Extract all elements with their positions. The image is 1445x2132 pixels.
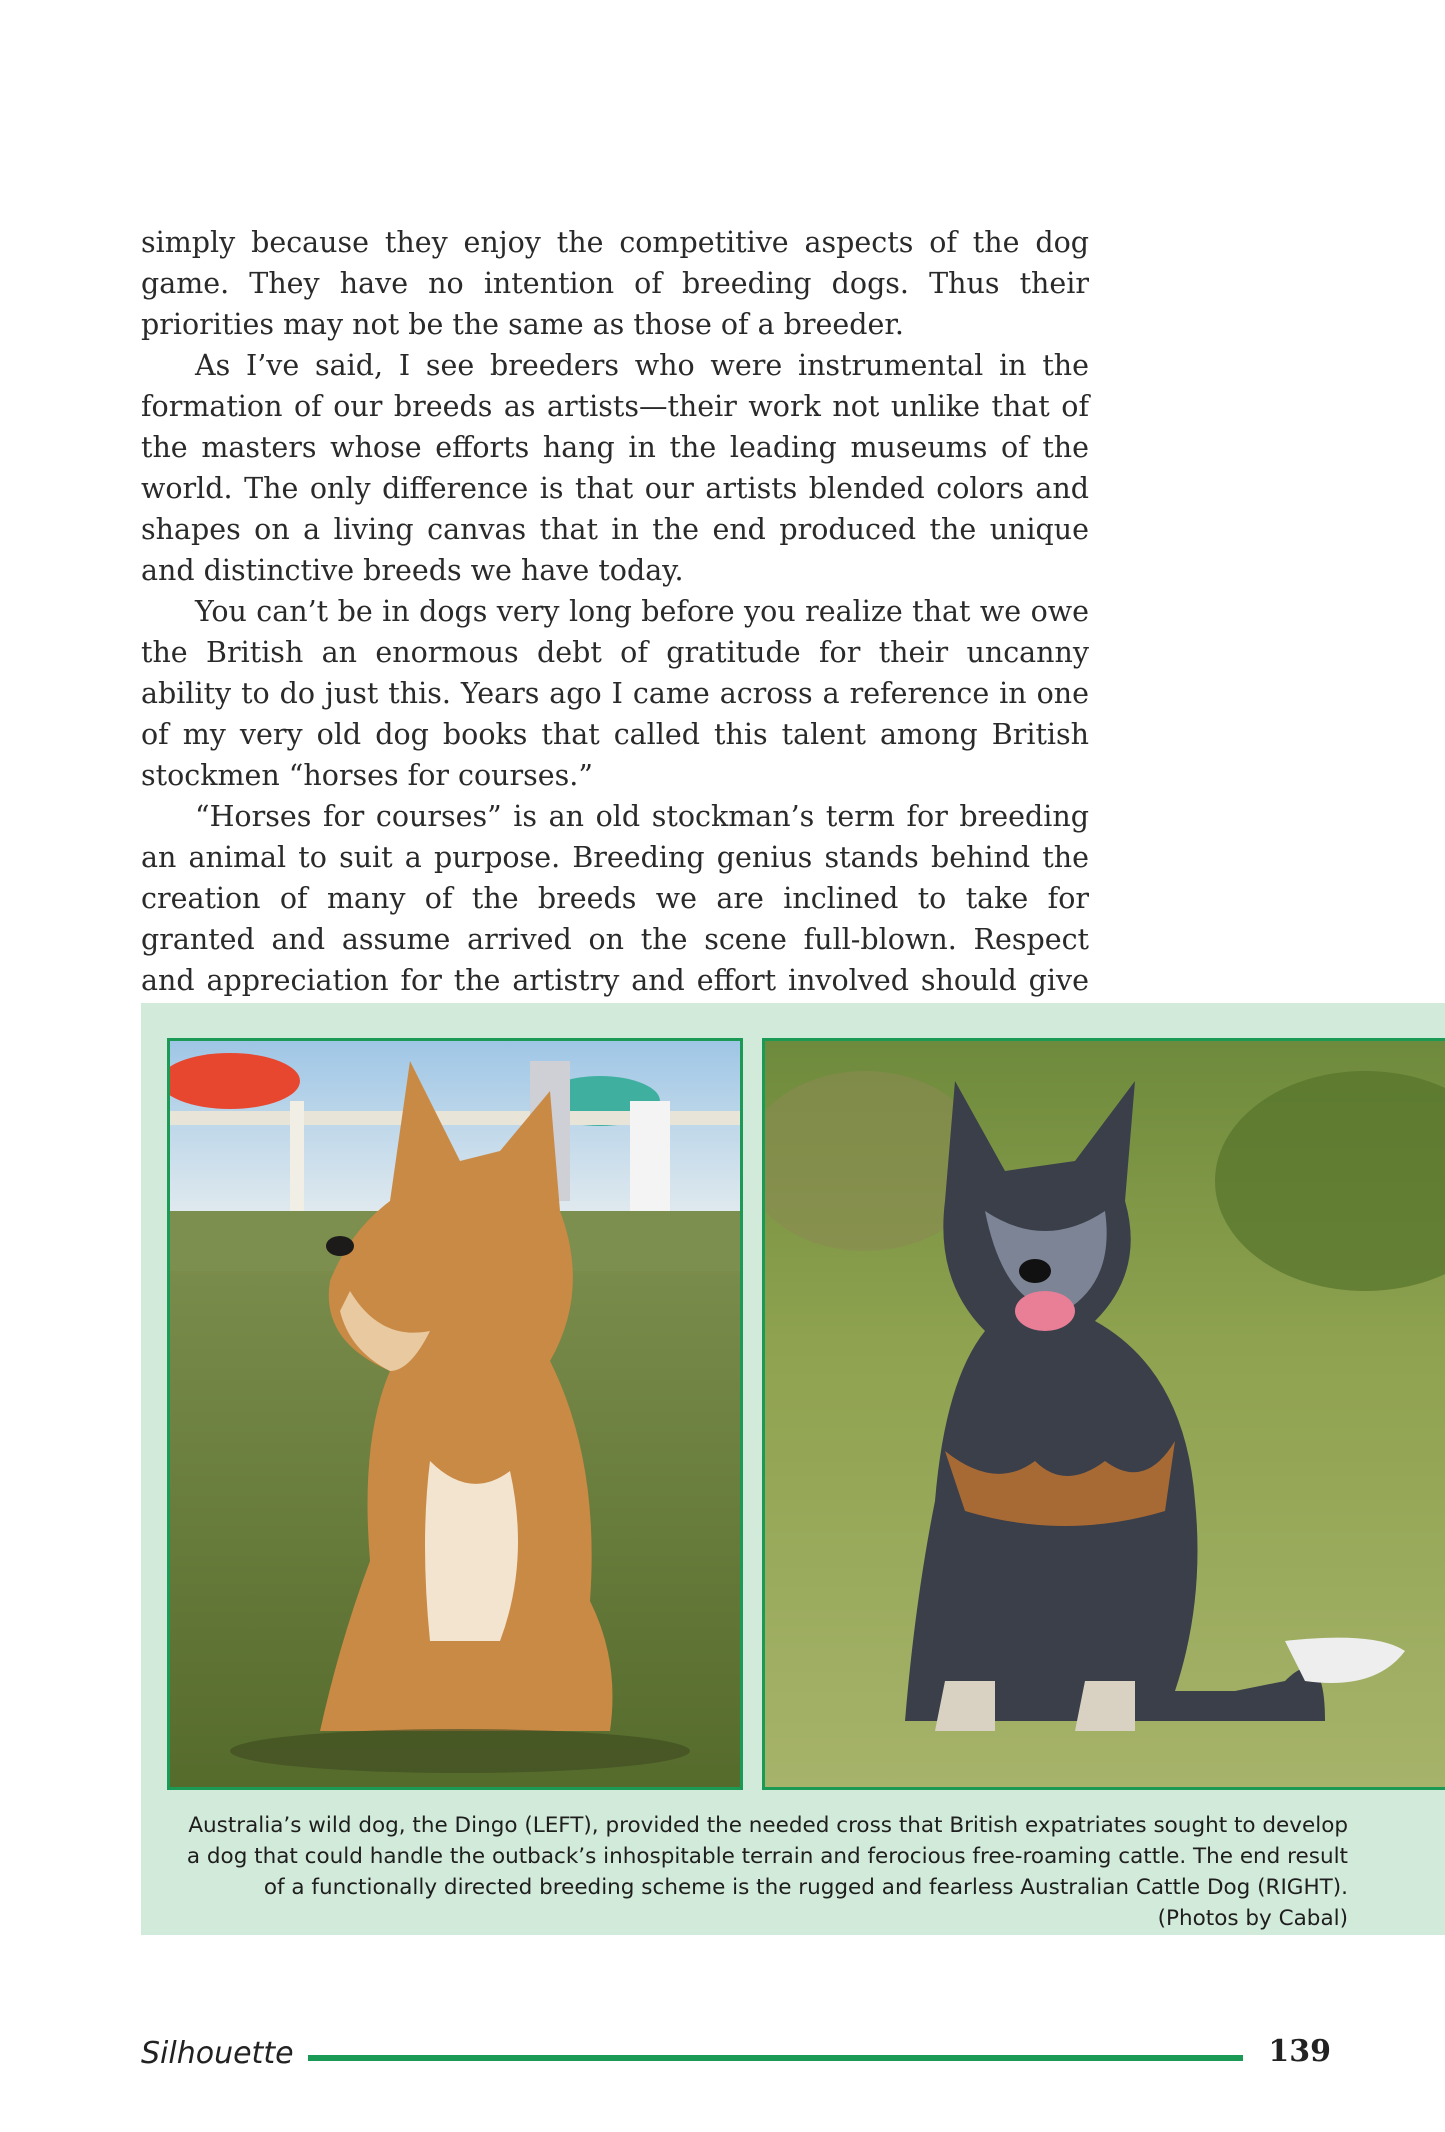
paragraph: As I’ve said, I see breeders who were instrumental in the formation of our breeds as artists—their work not unlike that of the masters whose efforts hang in the leading museums of the world. The only difference is that our artists blended colors and shapes on a living canvas that in the end produced the unique and distinctive breeds we have today. bbox=[141, 349, 1089, 587]
running-title: Silhouette bbox=[141, 2036, 294, 2071]
footer-rule bbox=[308, 2055, 1243, 2061]
dingo-photo bbox=[167, 1038, 743, 1790]
figure-panel bbox=[141, 1003, 1445, 1935]
body-text bbox=[141, 222, 1089, 1083]
paragraph: simply because they enjoy the competitive aspects of the dog game. They have no intention of breeding dogs. Thus their priorities may not be the same as those of a breeder. bbox=[141, 226, 1089, 341]
page-number: 139 bbox=[1268, 2034, 1331, 2069]
page-footer bbox=[141, 2036, 1331, 2076]
paragraph: “Horses for courses” is an old stockman’s term for breeding an animal to suit a purpose. Breeding genius stands behind the creation of many of the breeds we are inclined to take for granted and assume arrived on the scene full-blown. Respect and appreciation for the artistry and effort involved should give bbox=[141, 800, 1089, 997]
cattle-dog-photo bbox=[762, 1038, 1445, 1790]
paragraph: You can’t be in dogs very long before you realize that we owe the British an enormous debt of gratitude for their uncanny ability to do just this. Years ago I came across a reference in one of my very old dog books that called this talent among British stockmen “horses for courses.” bbox=[141, 595, 1089, 792]
figure-caption: Australia’s wild dog, the Dingo (LEFT), provided the needed cross that British expatriates sought to develop a dog that could handle the outback’s inhospitable terrain and ferocious free-roaming cattle. The end result of a functionally directed breeding scheme is the rugged and fearless Australian Cattle Dog (RIGHT). (Photos by Cabal) bbox=[186, 1813, 1348, 1931]
